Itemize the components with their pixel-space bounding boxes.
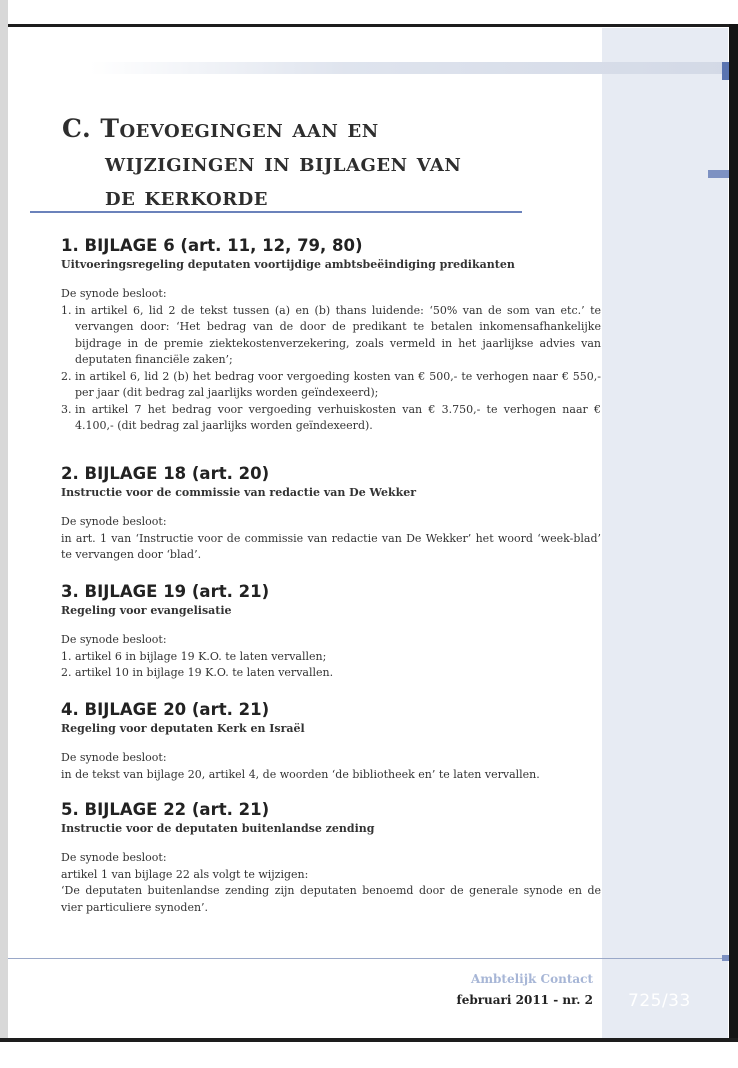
- issue-date: februari 2011 - nr. 2: [456, 993, 593, 1007]
- list-item-text: in artikel 6, lid 2 de tekst tussen (a) en (b) thans luidende: ‘50% van de som van etc.’ te vervangen door: ‘Het bedrag van de door de predikant te betalen inkomensafhankelijke bijdrage in de premie ziektekostenverzekering, zoals vermeld in het jaarlijkse advies van deputaten financiële zaken’;: [75, 303, 601, 366]
- article-intro: De synode besloot:: [61, 287, 167, 300]
- article-intro: De synode besloot:: [61, 515, 167, 528]
- journal-name: Ambtelijk Contact: [471, 972, 593, 986]
- article-subheading: Uitvoeringsregeling deputaten voortijdige ambtsbeëindiging predikanten: [61, 258, 515, 271]
- article-subheading: Regeling voor deputaten Kerk en Israël: [61, 722, 305, 735]
- article-line: 2. artikel 10 in bijlage 19 K.O. te laten vervallen.: [61, 666, 334, 679]
- article-2: [61, 464, 601, 564]
- list-item-number: 2.: [61, 369, 72, 383]
- section-title-line: C. Toevoegingen aan en: [62, 114, 379, 143]
- article-5: [61, 800, 601, 916]
- footer-divider: [8, 958, 722, 959]
- article-subheading: Regeling voor evangelisatie: [61, 604, 232, 617]
- section-tab-marker: [722, 955, 729, 961]
- right-margin-panel: [602, 28, 728, 1040]
- article-subheading: Instructie voor de commissie van redactie van De Wekker: [61, 486, 417, 499]
- list-item-number: 3.: [61, 402, 72, 416]
- article-intro: De synode besloot:: [61, 633, 167, 646]
- section-tab-marker: [708, 170, 729, 178]
- page-number: 725/33: [628, 991, 691, 1011]
- section-title-line: de kerkorde: [105, 182, 268, 211]
- article-heading: 3. BIJLAGE 19 (art. 21): [61, 582, 270, 601]
- header-band: [90, 62, 728, 74]
- page-bottom-margin: [0, 1042, 738, 1068]
- article-4: [61, 700, 601, 783]
- article-line: 1. artikel 6 in bijlage 19 K.O. te laten vervallen;: [61, 649, 327, 663]
- scan-left-edge: [0, 0, 8, 1068]
- section-title: [62, 112, 582, 214]
- article-heading: 1. BIJLAGE 6 (art. 11, 12, 79, 80): [61, 236, 363, 255]
- article-heading: 2. BIJLAGE 18 (art. 20): [61, 464, 270, 483]
- article-intro: De synode besloot:: [61, 851, 167, 864]
- article-subheading: Instructie voor de deputaten buitenlandse zending: [61, 822, 375, 835]
- article-body: in de tekst van bijlage 20, artikel 4, de woorden ‘de bibliotheek en’ te laten vervallen.: [61, 767, 540, 781]
- scan-top-edge: [0, 24, 738, 27]
- article-1: [61, 236, 601, 435]
- list-item-number: 1.: [61, 303, 72, 317]
- article-intro: De synode besloot:: [61, 751, 167, 764]
- scan-right-edge: [729, 24, 738, 1068]
- article-body: in art. 1 van ‘Instructie voor de commissie van redactie van De Wekker’ het woord ‘week-blad’ te vervangen door ‘blad’.: [61, 531, 601, 561]
- list-item-text: in artikel 6, lid 2 (b) het bedrag voor vergoeding kosten van € 500,- te verhogen naar € 550,- per jaar (dit bedrag zal jaarlijks worden geïndexeerd);: [75, 369, 601, 399]
- article-line: artikel 1 van bijlage 22 als volgt te wijzigen:: [61, 867, 309, 881]
- article-heading: 4. BIJLAGE 20 (art. 21): [61, 700, 270, 719]
- list-item-text: in artikel 7 het bedrag voor vergoeding verhuiskosten van € 3.750,- te verhogen naar € 4.100,- (dit bedrag zal jaarlijks worden geïndexeerd).: [75, 402, 601, 432]
- section-title-line: wijzigingen in bijlagen van: [105, 148, 462, 177]
- article-3: [61, 582, 601, 682]
- list-item: [61, 369, 601, 402]
- article-heading: 5. BIJLAGE 22 (art. 21): [61, 800, 270, 819]
- title-underline: [30, 211, 522, 213]
- article-body: ‘De deputaten buitenlandse zending zijn deputaten benoemd door de generale synode en de vier particuliere synoden’.: [61, 884, 601, 914]
- list-item: [61, 303, 601, 369]
- list-item: [61, 402, 601, 435]
- section-tab-marker: [722, 62, 729, 80]
